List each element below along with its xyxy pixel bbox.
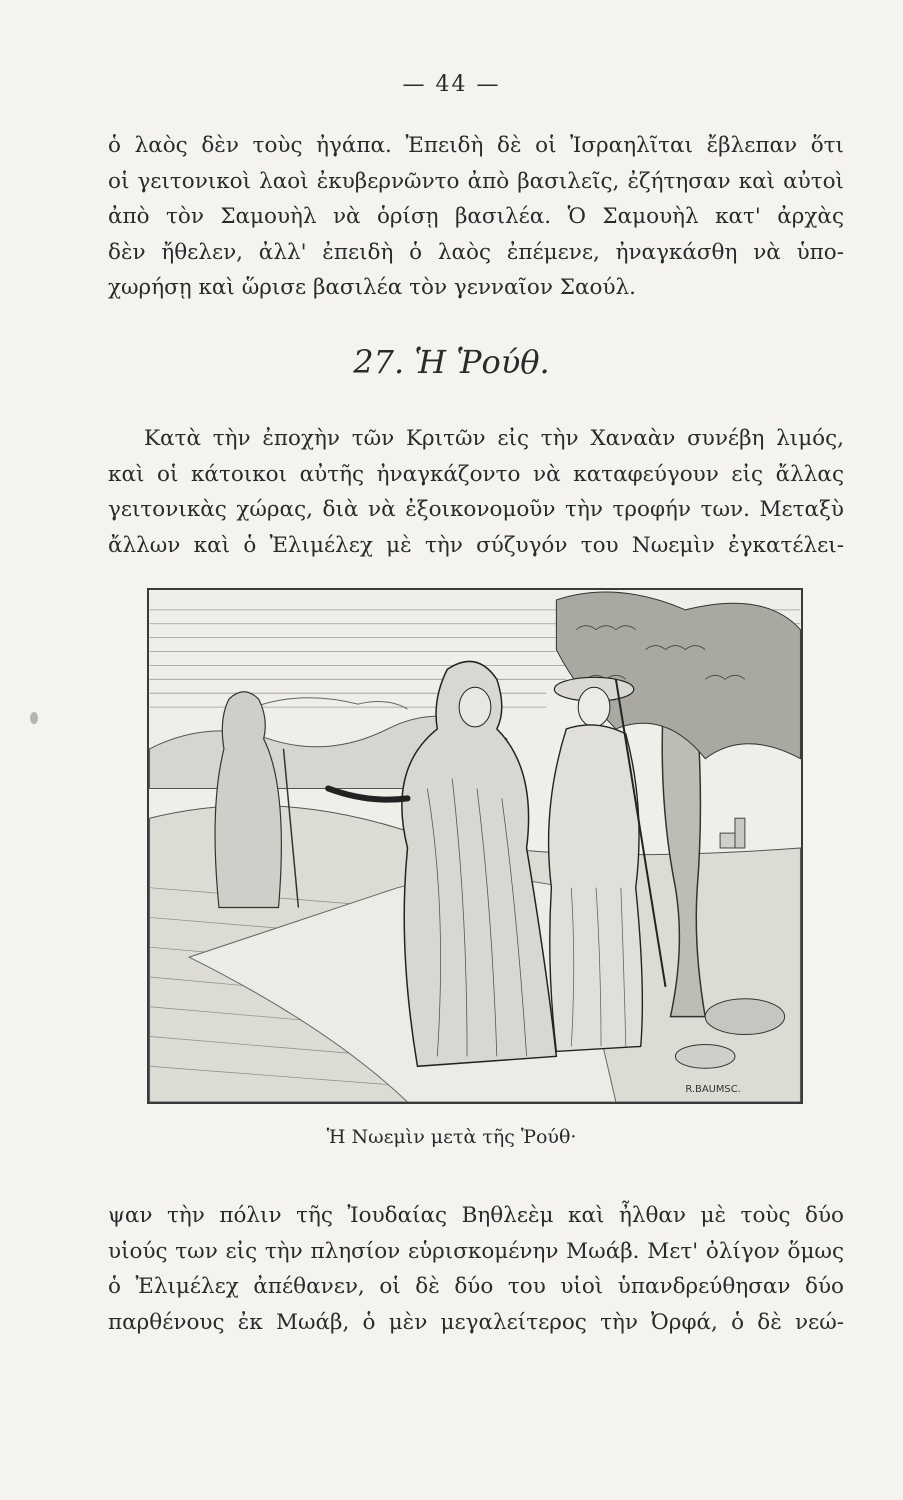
text-line: ἀπὸ τὸν Σαμουὴλ νὰ ὁρίσῃ βασιλέα. Ὁ Σαμουὴλ κατ' ἀρχὰς bbox=[108, 204, 844, 229]
engraver-signature: R.BAUMSC. bbox=[685, 1084, 741, 1096]
text-line: καὶ οἱ κάτοικοι αὐτῆς ἠναγκάζοντο νὰ καταφεύγουν εἰς ἄλλας bbox=[108, 461, 844, 487]
text-line: παρθένους ἐκ Μωάβ, ὁ μὲν μεγαλείτερος τὴν Ὀρφά, ὁ δὲ νεώ- bbox=[108, 1309, 844, 1335]
paragraph-ruth-continued bbox=[108, 1198, 844, 1340]
engraving-drawing bbox=[149, 590, 801, 1102]
text-line: οἱ γειτονικοὶ λαοὶ ἐκυβερνῶντο ἀπὸ βασιλεῖς, ἐζήτησαν καὶ αὐτοὶ bbox=[108, 168, 844, 194]
ink-spot bbox=[30, 712, 38, 724]
figure-caption: Ἡ Νωεμὶν μετὰ τῆς Ῥούθ· bbox=[326, 1126, 577, 1148]
section-title: 27. Ἡ Ῥούθ. bbox=[353, 343, 550, 381]
page-number: — 44 — bbox=[402, 72, 501, 97]
text-line: υἱούς των εἰς τὴν πλησίον εὑρισκομένην Μωάβ. Μετ' ὀλίγον ὅμως bbox=[108, 1238, 844, 1264]
text-line: Κατὰ τὴν ἐποχὴν τῶν Κριτῶν εἰς τὴν Χαναὰν συνέβη λιμός, bbox=[144, 426, 844, 451]
text-line: δὲν ἤθελεν, ἀλλ' ἐπειδὴ ὁ λαὸς ἐπέμενε, ἠναγκάσθη νὰ ὑπο- bbox=[108, 239, 844, 265]
text-line: ὁ Ἐλιμέλεχ ἀπέθανεν, οἱ δὲ δύο του υἱοὶ ὑπανδρεύθησαν δύο bbox=[108, 1274, 844, 1299]
text-line: γειτονικὰς χώρας, διὰ νὰ ἐξοικονομοῦν τὴν τροφήν των. Μεταξὺ bbox=[108, 497, 844, 522]
text-line: χωρήσῃ καὶ ὥρισε βασιλέα τὸν γενναῖον Σαούλ. bbox=[108, 275, 636, 300]
text-line: ψαν τὴν πόλιν τῆς Ἰουδαίας Βηθλεὲμ καὶ ἦλθαν μὲ τοὺς δύο bbox=[108, 1203, 844, 1228]
paragraph-samuel bbox=[108, 128, 844, 306]
text-line: ὁ λαὸς δὲν τοὺς ἠγάπα. Ἐπειδὴ δὲ οἱ Ἰσραηλῖται ἔβλεπαν ὅτι bbox=[108, 133, 844, 158]
engraving-illustration bbox=[147, 588, 803, 1104]
paragraph-ruth-intro bbox=[108, 421, 844, 563]
text-line: ἄλλων καὶ ὁ Ἐλιμέλεχ μὲ τὴν σύζυγόν του Νωεμὶν ἐγκατέλει- bbox=[108, 532, 844, 558]
